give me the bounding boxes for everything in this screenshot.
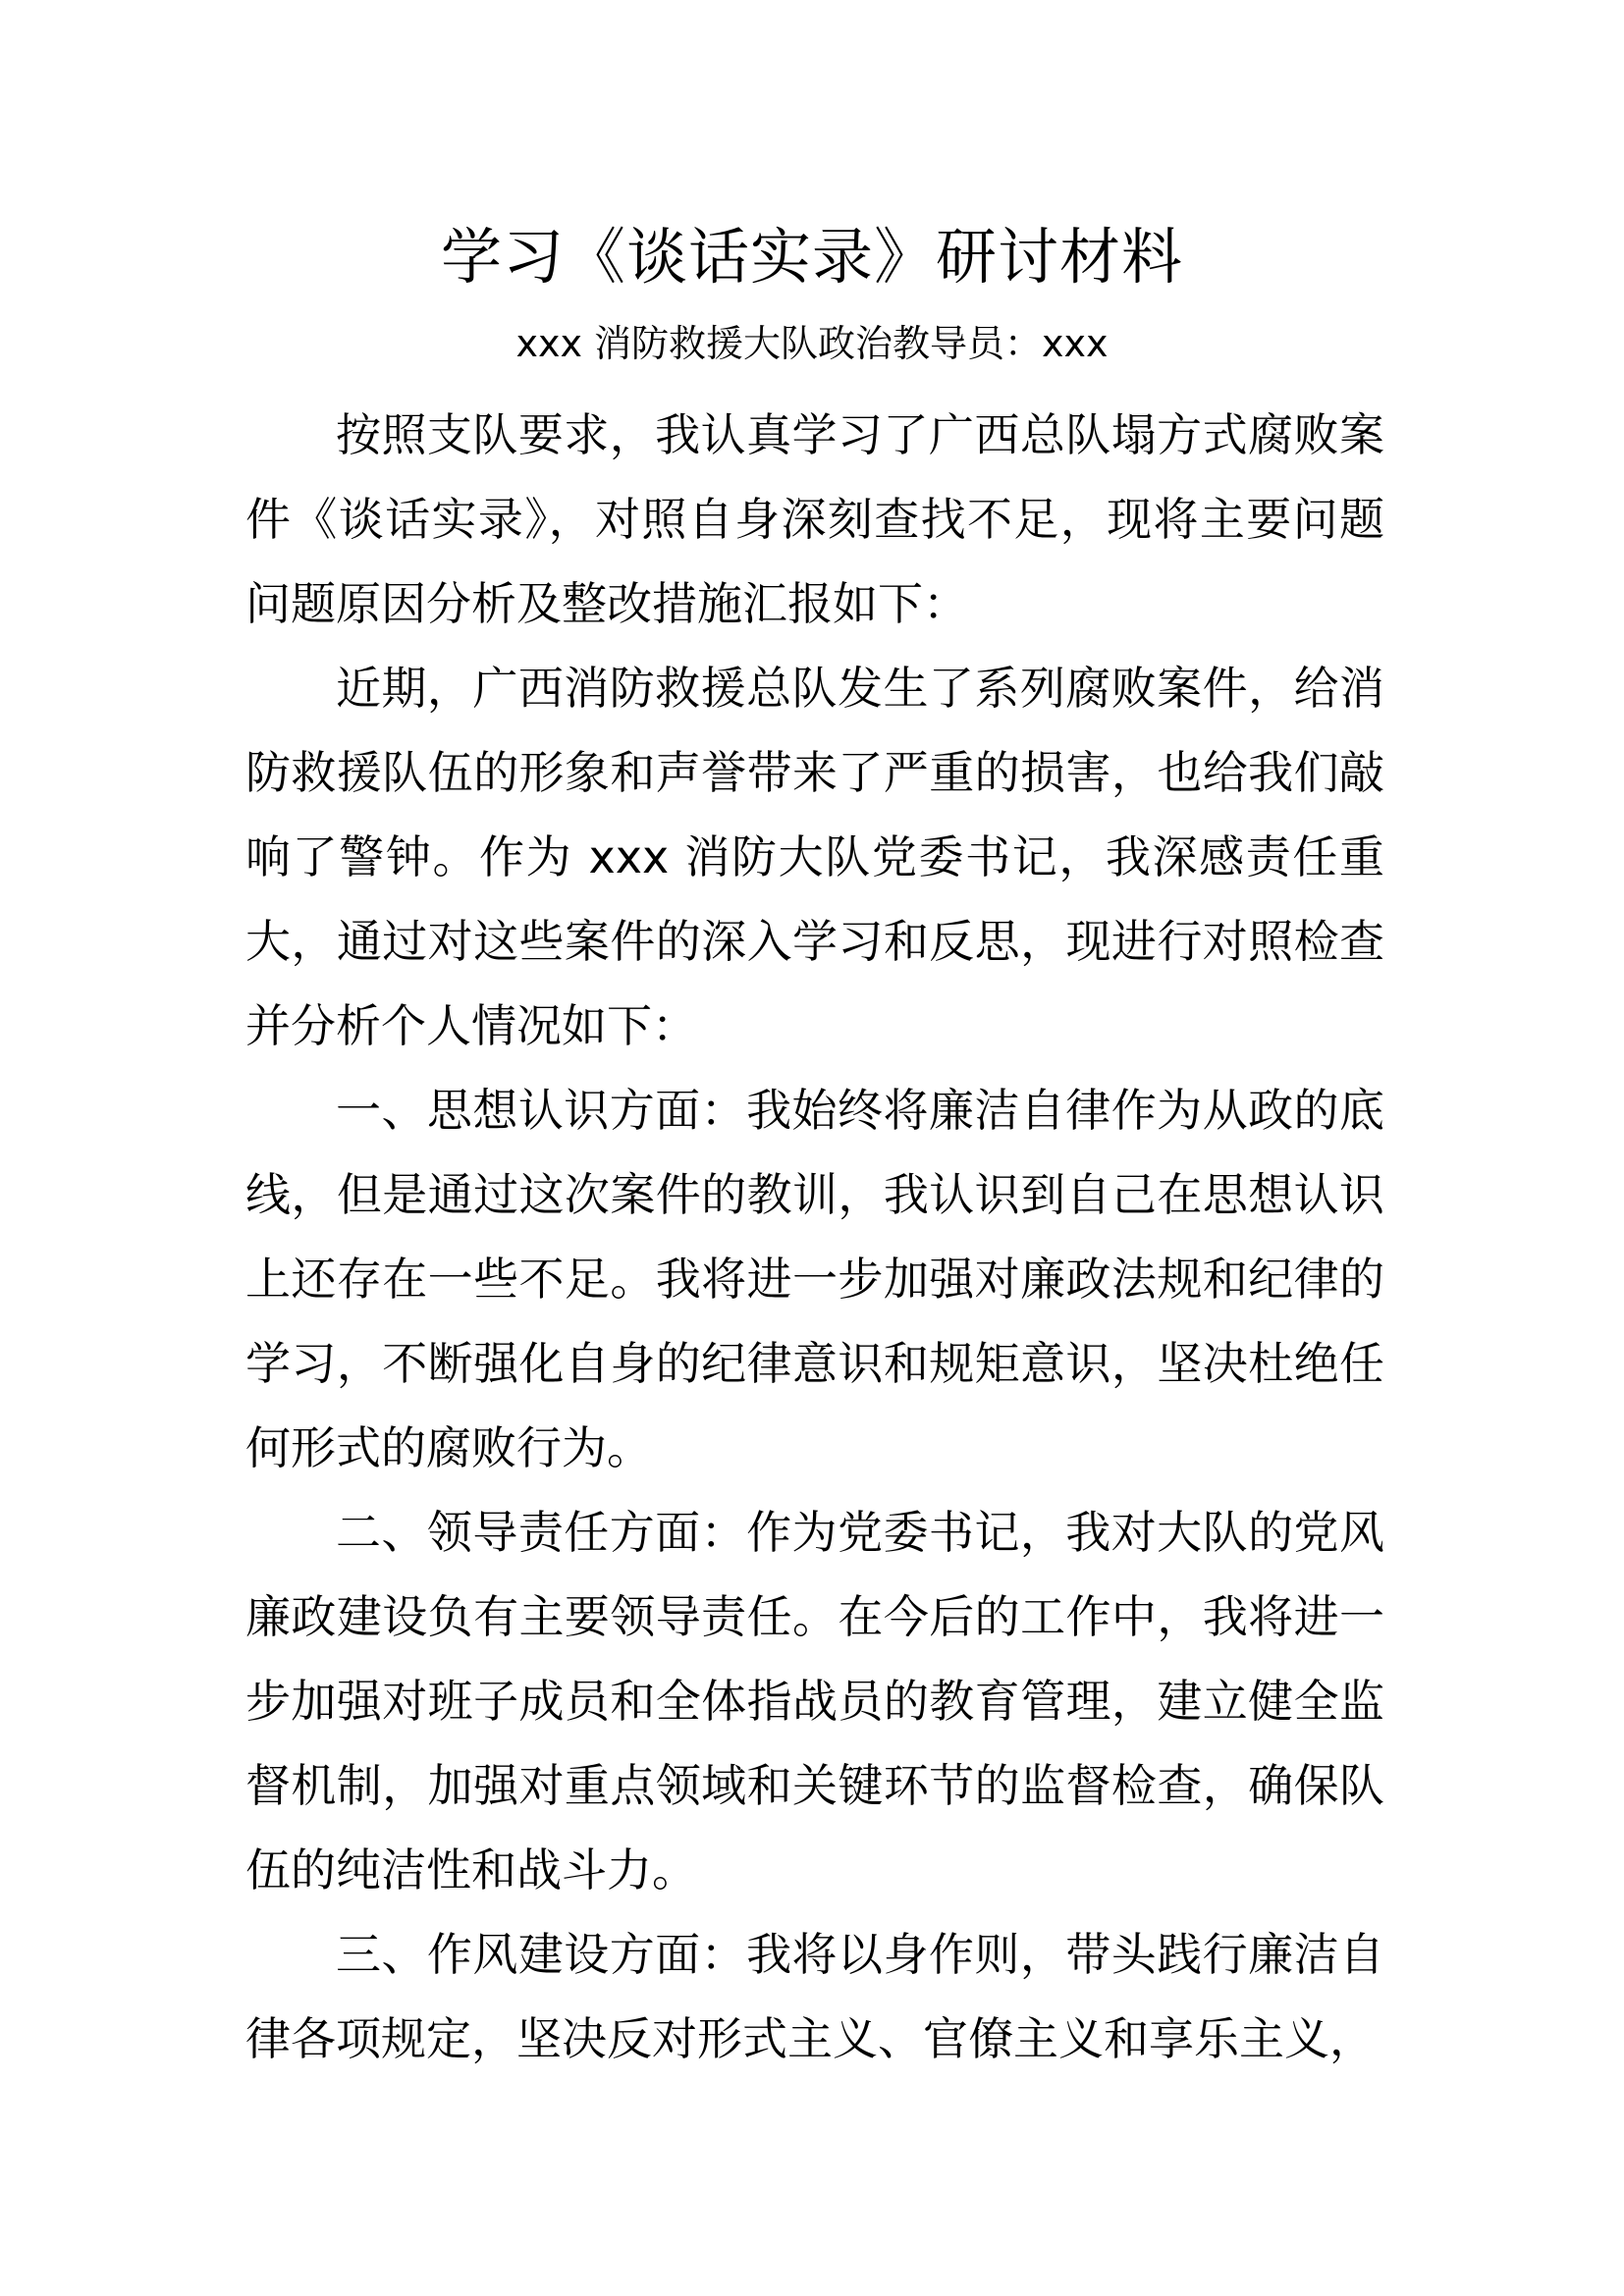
paragraph-intro: 按照支队要求，我认真学习了广西总队塌方式腐败案件《谈话实录》，对照自身深刻查找不足，现将主要问题问题原因分析及整改措施汇报如下： [245,408,1384,630]
paragraph-background: 近期，广西消防救援总队发生了系列腐败案件，给消防救援队伍的形象和声誉带来了严重的损害，也给我们敲响了警钟。作为 xxx 消防大队党委书记，我深感责任重大，通过对这些案件的深入学习和反思，现进行对照检查并分析个人情况如下： [245,662,1384,1052]
paragraph-ideology: 一、思想认识方面：我始终将廉洁自律作为从政的底线，但是通过这次案件的教训，我认识到自己在思想认识上还存在一些不足。我将进一步加强对廉政法规和纪律的学习，不断强化自身的纪律意识和规矩意识，坚决杜绝任何形式的腐败行为。 [245,1084,1384,1474]
author-line: xxx 消防救援大队政治教导员：xxx [515,322,1109,365]
document-body [245,393,1384,2081]
paragraph-leadership: 二、领导责任方面：作为党委书记，我对大队的党风廉政建设负有主要领导责任。在今后的工作中，我将进一步加强对班子成员和全体指战员的教育管理，建立健全监督机制，加强对重点领域和关键环节的监督检查，确保队伍的纯洁性和战斗力。 [245,1506,1384,1896]
paragraph-work-style: 三、作风建设方面：我将以身作则，带头践行廉洁自律各项规定，坚决反对形式主义、官僚主义和享乐主义， [245,1928,1384,2065]
document-title: 学习《谈话实录》研讨材料 [440,221,1183,293]
